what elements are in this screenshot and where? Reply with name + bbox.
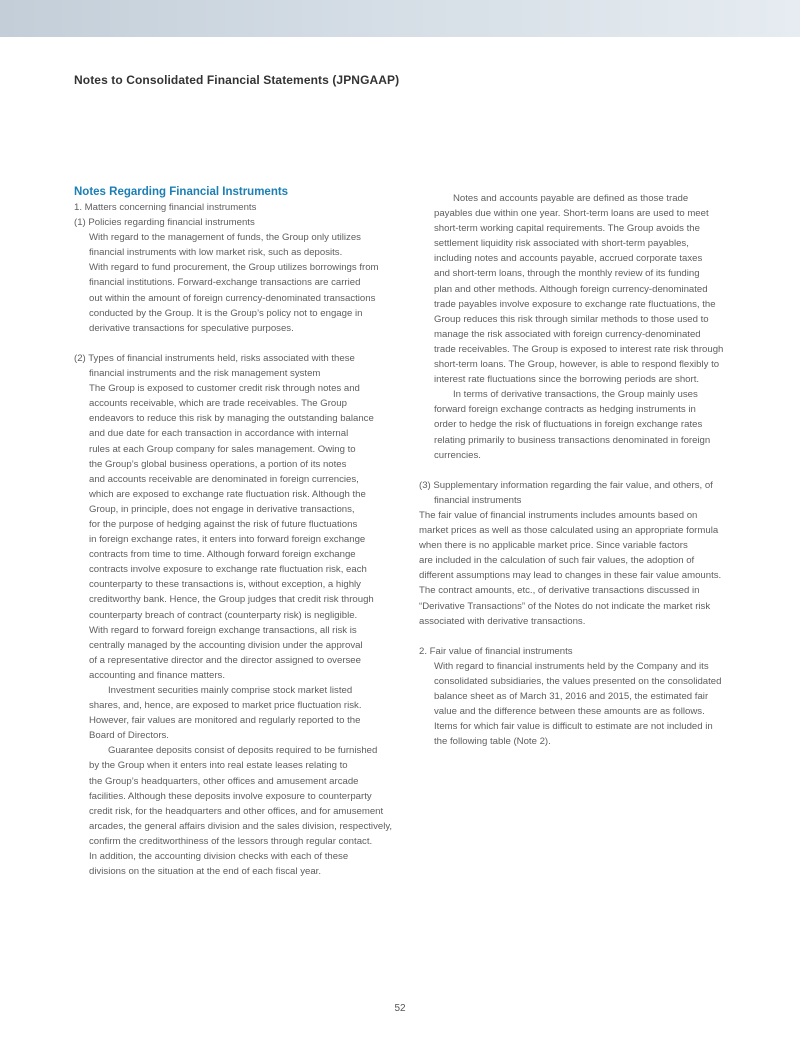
text-line: In terms of derivative transactions, the Group mainly uses [453,389,698,401]
text-line: value and the difference between these amounts are as follows. [434,706,705,718]
text-line: when there is no applicable market price. Since variable factors [419,540,688,552]
text-line: order to hedge the risk of fluctuations in foreign exchange rates [434,419,703,431]
text-line: rules at each Group company for sales management. Owing to [89,443,356,455]
text-line: counterparty to these transactions is, without exception, a highly [89,579,361,591]
text-line: creditworthy bank. Hence, the Group judges that credit risk through [89,594,374,606]
text-line: divisions on the situation at the end of each fiscal year. [89,866,321,878]
text-line: confirm the creditworthiness of the lessors through regular contact. [89,835,373,847]
text-line: (1) Policies regarding financial instruments [74,217,255,229]
policies-paragraph [74,230,394,336]
text-line: In addition, the accounting division checks with each of these [89,851,349,863]
text-line: shares, and, hence, are exposed to market price fluctuation risk. [89,700,362,712]
text-line: However, fair values are monitored and regularly reported to the [89,715,361,727]
text-line: consolidated subsidiaries, the values presented on the consolidated [434,676,722,687]
top-banner [0,0,800,37]
text-line: and accounts receivable are denominated in foreign currencies, [89,473,359,485]
fair-value-info-paragraph [419,508,739,629]
text-line: by the Group when it enters into real estate leases relating to [89,760,348,772]
text-line: and due date for each transaction in accordance with internal [89,428,349,440]
credit-risk-paragraph [74,381,394,683]
text-line: in foreign exchange rates, it enters into forward foreign exchange [89,534,366,546]
text-line: of a representative director and the director assigned to oversee [89,654,361,666]
text-line: centrally managed by the accounting division under the approval [89,639,363,651]
text-line: forward foreign exchange contracts as hedging instruments in [434,404,696,416]
text-line: financial instruments and the risk management system [89,368,321,380]
guarantee-deposits-paragraph [74,743,394,879]
text-line: financial institutions. Forward-exchange transactions are carried [89,277,361,289]
text-line: short-term loans. The Group, however, is able to respond flexibly to [434,359,720,371]
text-line: contracts involve exposure to exchange rate fluctuation risk, each [89,564,367,576]
text-line: the following table (Note 2). [434,736,551,748]
text-line: “Derivative Transactions” of the Notes do not indicate the market risk [419,600,711,612]
text-line: credit risk, for the headquarters and other offices, and for amusement [89,805,384,817]
text-line: Board of Directors. [89,730,169,742]
text-line: (3) Supplementary information regarding the fair value, and others, of [419,479,713,491]
text-line: different assumptions may lead to changes in these fair value amounts. [419,570,722,582]
text-line: financial instruments [434,494,522,506]
text-line: Items for which fair value is difficult to estimate are not included in [434,721,713,733]
text-line: conducted by the Group. It is the Group’s policy not to engage in [89,307,363,319]
item-1-title [74,200,394,215]
item-1-2-title [74,351,394,381]
text-line: plan and other methods. Although foreign currency-denominated [434,283,708,295]
text-line: settlement liquidity risk associated with short-term payables, [434,238,689,250]
right-column [419,184,739,749]
spacer [74,336,394,351]
text-line: contracts from time to time. Although forward foreign exchange [89,549,356,561]
text-line: With regard to forward foreign exchange transactions, all risk is [89,624,357,636]
text-line: out within the amount of foreign currency-denominated transactions [89,292,376,304]
text-line: trade receivables. The Group is exposed to interest rate risk through [434,343,724,355]
investment-securities-paragraph [74,683,394,743]
page-title: Notes to Consolidated Financial Statements (JPNGAAP) [74,73,400,87]
text-line: The Group is exposed to customer credit risk through notes and [89,383,360,395]
text-line: the Group’s global business operations, a portion of its notes [89,458,347,470]
page-number: 52 [394,1003,406,1014]
text-line: With regard to financial instruments held by the Company and its [434,660,709,672]
text-line: counterparty breach of contract (counterparty risk) is negligible. [89,609,358,621]
text-line: associated with derivative transactions. [419,615,586,627]
text-line: With regard to the management of funds, the Group only utilizes [89,232,361,244]
text-line: 1. Matters concerning financial instruments [74,202,257,213]
text-line: Group reduces this risk through similar methods to those used to [434,313,709,325]
text-line: for the purpose of hedging against the risk of future fluctuations [89,518,358,530]
text-line: accounts receivable, which are trade receivables. The Group [89,398,347,410]
item-2-title [419,644,739,659]
text-line: which are exposed to exchange rate fluctuation risk. Although the [89,488,366,500]
text-line: (2) Types of financial instruments held, risks associated with these [74,352,355,364]
text-line: interest rate fluctuations since the borrowing periods are short. [434,374,700,386]
text-line: The fair value of financial instruments includes amounts based on [419,509,698,521]
text-line: arcades, the general affairs division and the sales division, respectively, [89,820,393,832]
text-line: accounting and finance matters. [89,669,225,681]
text-line: payables due within one year. Short-term loans are used to meet [434,208,709,220]
text-line: the Group’s headquarters, other offices and amusement arcade [89,775,359,787]
left-column [74,184,394,879]
text-line: Group, in principle, does not engage in derivative transactions, [89,503,355,515]
spacer [419,629,739,644]
text-line: facilities. Although these deposits involve exposure to counterparty [89,790,372,802]
derivatives-paragraph [419,387,739,462]
section-heading: Notes Regarding Financial Instruments [74,186,289,198]
text-line: Notes and accounts payable are defined as those trade [453,193,689,204]
item-1-1-title [74,215,394,230]
text-line: Investment securities mainly comprise stock market listed [108,685,353,696]
text-line: short-term working capital requirements. The Group avoids the [434,223,700,235]
text-line: 2. Fair value of financial instruments [419,645,573,657]
text-line: market prices as well as those calculated using an appropriate formula [419,525,719,537]
text-line: Guarantee deposits consist of deposits required to be furnished [108,745,378,757]
spacer [419,463,739,478]
text-line: are included in the calculation of such fair values, the adoption of [419,555,695,567]
text-line: The contract amounts, etc., of derivative transactions discussed in [419,585,700,597]
text-line: balance sheet as of March 31, 2016 and 2015, the estimated fair [434,691,709,703]
text-line: including notes and accounts payable, accrued corporate taxes [434,253,703,265]
text-line: relating primarily to business transactions denominated in foreign [434,434,711,446]
text-line: financial instruments with low market risk, such as deposits. [89,247,343,259]
text-line: With regard to fund procurement, the Group utilizes borrowings from [89,262,379,274]
text-line: currencies. [434,449,481,461]
item-1-3-title [419,478,739,508]
fair-value-paragraph [419,659,739,750]
text-line: manage the risk associated with foreign currency-denominated [434,328,701,340]
text-line: endeavors to reduce this risk by managing the outstanding balance [89,413,374,425]
text-line: and short-term loans, through the monthly review of its funding [434,268,700,280]
text-line: trade payables involve exposure to exchange rate fluctuations, the [434,298,716,310]
payables-paragraph [419,191,739,387]
text-line: derivative transactions for speculative purposes. [89,322,294,334]
